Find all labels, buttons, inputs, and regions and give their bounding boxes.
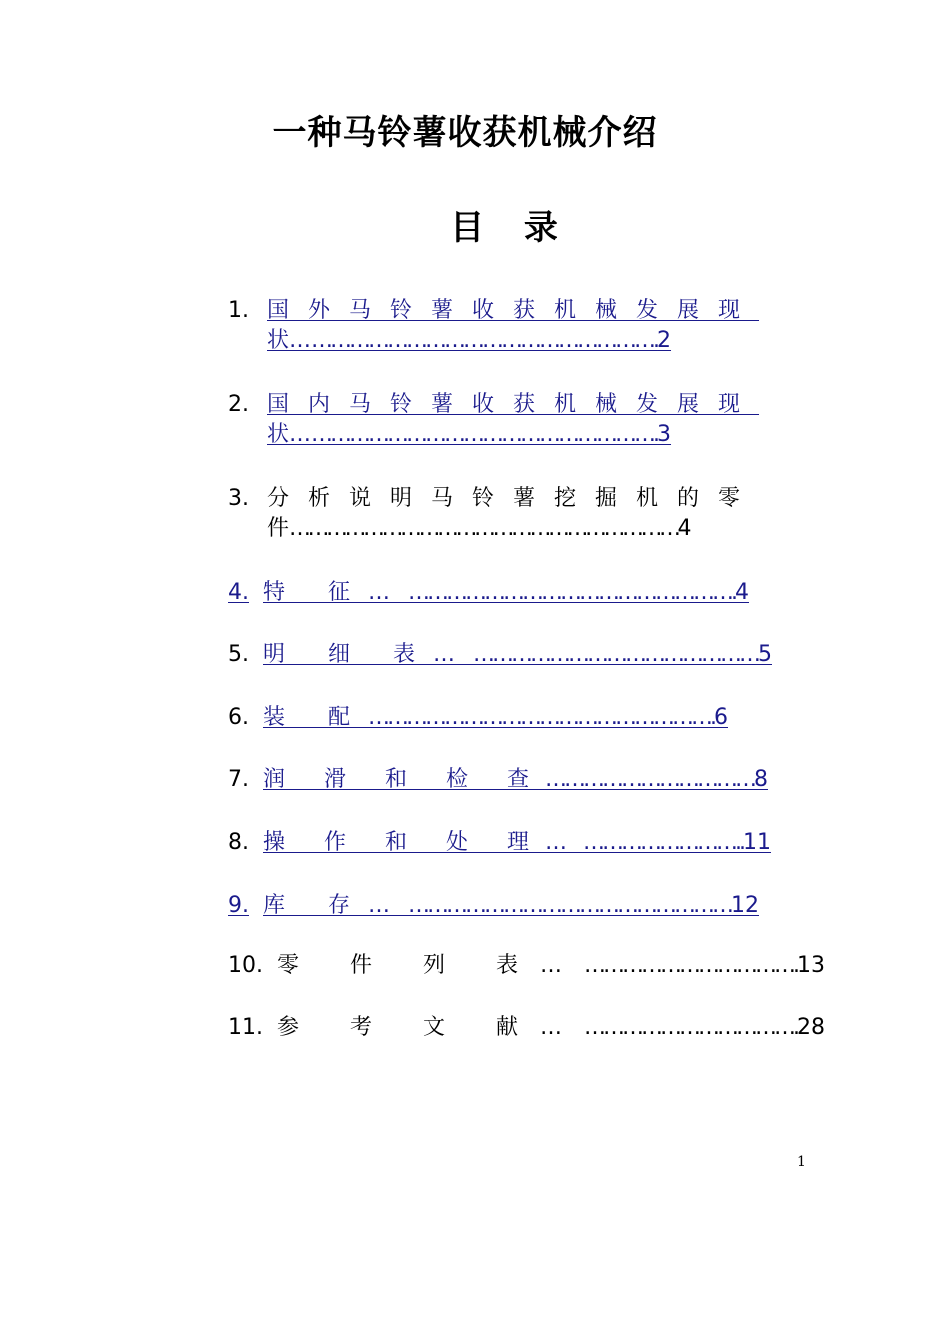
toc-link-6[interactable] bbox=[263, 705, 728, 730]
toc-entry-6[interactable] bbox=[228, 703, 773, 733]
toc-entry-leader: ………………………………………………. bbox=[368, 705, 714, 730]
toc-entry-leader: ……………………………………………. bbox=[408, 580, 735, 605]
toc-heading: 目 录 bbox=[450, 208, 572, 248]
toc-entry-number: 11. bbox=[228, 1015, 263, 1040]
toc-entry-page: 4 bbox=[677, 516, 692, 541]
toc-entry-11 bbox=[228, 1013, 825, 1043]
toc-entry-title: 装 配 bbox=[263, 705, 368, 730]
toc-entry-leader: ……………………………………… bbox=[473, 642, 758, 667]
toc-entry-title: 国内马铃薯收获机械发展现 bbox=[267, 392, 760, 417]
toc-entry-number: 6. bbox=[228, 705, 249, 730]
toc-entry-leader: ……………………………. bbox=[583, 1015, 797, 1040]
toc-entry-title: 润 滑 和 检 查 bbox=[263, 767, 545, 792]
toc-entry-7[interactable] bbox=[228, 765, 773, 795]
toc-entry-leader: ………………………………………………. bbox=[311, 422, 658, 447]
toc-entry-page: 28 bbox=[796, 1015, 825, 1040]
toc-entry-title-cont: 状… bbox=[267, 422, 312, 447]
toc-entry-title: 库 存… bbox=[263, 893, 408, 918]
toc-entry-leader: …………………………… bbox=[544, 767, 754, 792]
toc-entry-title: 零 件 列 表… bbox=[277, 953, 584, 978]
toc-entry-1[interactable] bbox=[228, 296, 812, 356]
toc-entry-title: 操 作 和 处 理… bbox=[263, 830, 583, 855]
toc-entry-2[interactable] bbox=[228, 390, 812, 450]
toc-entry-number: 4. bbox=[228, 580, 249, 605]
toc-link-8[interactable] bbox=[263, 830, 771, 855]
toc-entry-page: 4 bbox=[735, 580, 749, 605]
toc-entry-title-cont: 件 bbox=[267, 516, 290, 541]
toc-entry-number: 2. bbox=[228, 392, 249, 417]
toc-link-1-continued[interactable] bbox=[267, 326, 812, 356]
toc-link-1[interactable] bbox=[267, 296, 812, 326]
toc-entry-number: 1. bbox=[228, 298, 249, 323]
toc-entry-title: 国外马铃薯收获机械发展现 bbox=[267, 298, 760, 323]
toc-entry-leader: …………………………………………… bbox=[408, 893, 731, 918]
toc-entry-page: 11 bbox=[742, 830, 771, 855]
toc-entry-number: 10. bbox=[228, 953, 263, 978]
toc-entry-number: 5. bbox=[228, 642, 249, 667]
toc-entry-4[interactable] bbox=[228, 578, 773, 608]
toc-entry-page: 2 bbox=[657, 328, 672, 353]
toc-entry-number: 7. bbox=[228, 767, 249, 792]
toc-link-9[interactable] bbox=[228, 893, 759, 918]
toc-link-2-continued[interactable] bbox=[267, 420, 812, 450]
toc-entry-number: 9. bbox=[228, 893, 249, 918]
toc-entry-title: 特 征… bbox=[263, 580, 408, 605]
toc-entry-page: 13 bbox=[796, 953, 825, 978]
toc-entry-8[interactable] bbox=[228, 828, 773, 858]
toc-entry-page: 8 bbox=[753, 767, 768, 792]
toc-entry-leader: ……………………………. bbox=[583, 953, 797, 978]
toc-entry-number: 8. bbox=[228, 830, 249, 855]
toc-entry-5[interactable] bbox=[228, 640, 773, 670]
toc-entry-page: 12 bbox=[731, 893, 759, 918]
toc-link-2[interactable] bbox=[267, 390, 812, 420]
toc-entry-number: 3. bbox=[228, 486, 249, 511]
toc-link-5[interactable] bbox=[263, 642, 772, 667]
toc-entry-title: 参 考 文 献… bbox=[277, 1015, 584, 1040]
page-number: 1 bbox=[797, 1154, 806, 1170]
toc-entry-3 bbox=[228, 484, 812, 544]
toc-entry-title: 分析说明马铃薯挖掘机的零 bbox=[267, 486, 760, 511]
toc-link-4[interactable] bbox=[228, 580, 749, 605]
toc-entry-page: 3 bbox=[657, 422, 672, 447]
toc-entry-title-cont: 状… bbox=[267, 328, 312, 353]
toc-entry-page: 5 bbox=[758, 642, 772, 667]
toc-entry-10 bbox=[228, 951, 825, 981]
document-title: 一种马铃薯收获机械介绍 bbox=[272, 113, 658, 153]
toc-entry-9[interactable] bbox=[228, 891, 773, 921]
toc-entry-page: 6 bbox=[714, 705, 728, 730]
toc-entry-leader: …………………….. bbox=[582, 830, 743, 855]
toc-entry-leader: ………………………………………………. bbox=[311, 328, 658, 353]
toc-link-7[interactable] bbox=[263, 767, 768, 792]
toc-entry-leader: ……………………………………………………… bbox=[289, 516, 678, 541]
toc-entry-title: 明 细 表… bbox=[263, 642, 473, 667]
